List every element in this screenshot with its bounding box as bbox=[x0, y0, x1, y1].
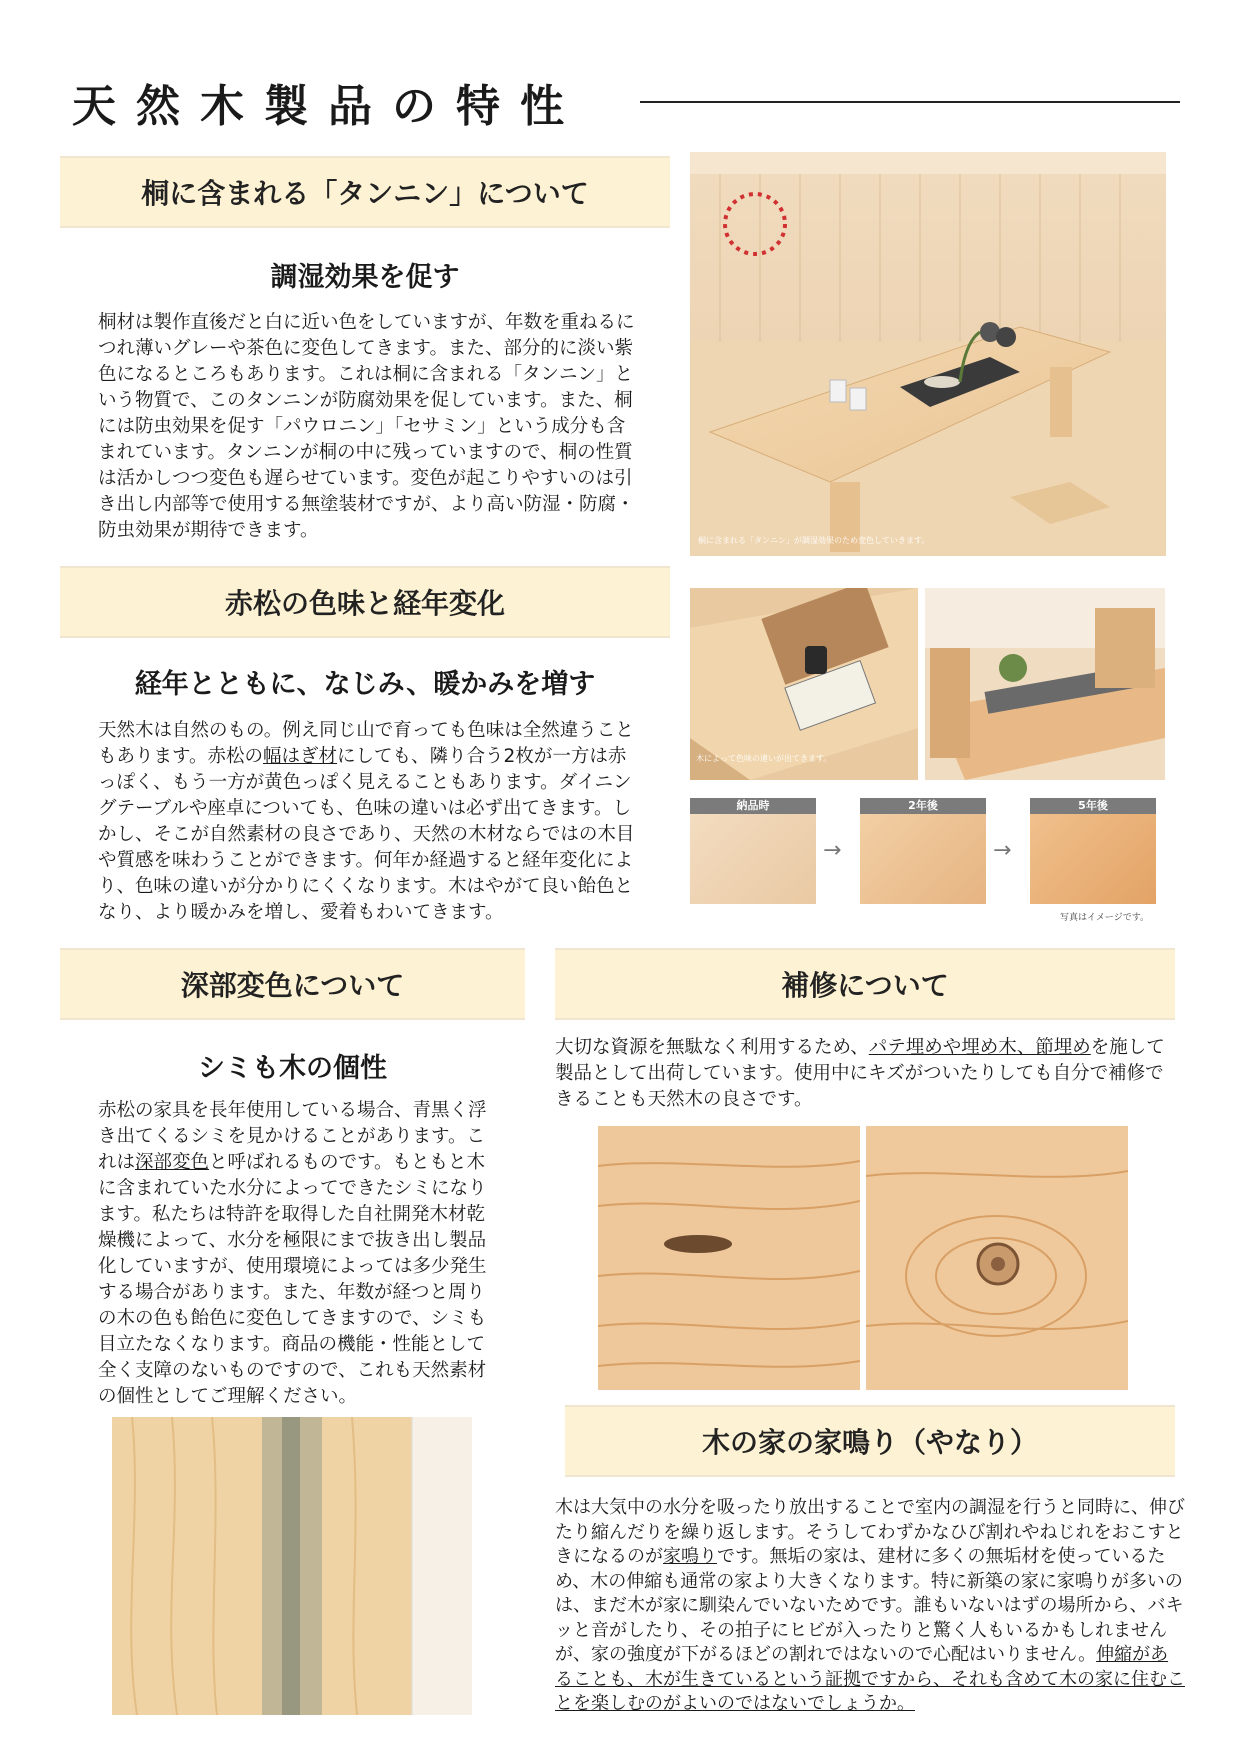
arrow-icon: → bbox=[823, 838, 842, 863]
body-hoshu: 大切な資源を無駄なく利用するため、パテ埋めや埋め木、節埋めを施して製品として出荷しています。使用中にキズがついたりしても自分で補修できることも天然木の良さです。 bbox=[555, 1037, 1165, 1110]
title-rule bbox=[640, 101, 1180, 103]
body-akamatsu: 天然木は自然のもの。例え同じ山で育っても色味は全然違うこともあります。赤松の幅はぎ材にしても、隣り合う2枚が一方は赤っぽく、もう一方が黄色っぽく見えることもあります。ダイニングテーブルや座卓についても、色味の違いは必ず出てきます。しかし、そこが自然素材の良さであり、天然の木材ならではの木目や質感を味わうことができます。何年か経過すると経年変化により、色味の違いが分かりにくくなります。木はやがて良い飴色となり、より暖かみを増し、愛着もわいてきます。 bbox=[98, 720, 635, 923]
subheading-tannin: 調湿効果を促す bbox=[270, 262, 460, 293]
photo-stain-sample bbox=[112, 1417, 472, 1715]
subheading-shinbu: シミも木の個性 bbox=[198, 1053, 387, 1084]
sample-5years bbox=[1030, 798, 1156, 904]
photo-dining bbox=[925, 588, 1165, 780]
body-tannin: 桐材は製作直後だと白に近い色をしていますが、年数を重ねるにつれ薄いグレーや茶色に変色してきます。また、部分的に淡い紫色になるところもあります。これは桐に含まれる「タンニン」という物質で、このタンニンが防腐効果を促しています。また、桐には防虫効果を促す「パウロニン」「セサミン」という成分も含まれています。タンニンが桐の中に残っていますので、桐の性質は活かしつつ変色も遅らせています。変色が起こりやすいのは引き出し内部等で使用する無塗装材ですが、より高い防湿・防腐・防虫効果が期待できます。 bbox=[98, 312, 635, 541]
photo-kiri-table bbox=[690, 152, 1166, 556]
stage-label-2years: 2年後 bbox=[860, 798, 986, 814]
section-heading-akamatsu: 赤松の色味と経年変化 bbox=[60, 566, 670, 638]
page-title: 天然木製品の特性 bbox=[72, 81, 584, 132]
section-heading-hoshu: 補修について bbox=[555, 948, 1175, 1020]
stage-label-delivery: 納品時 bbox=[690, 798, 816, 814]
stage-label-5years: 5年後 bbox=[1030, 798, 1156, 814]
term-hoshu: パテ埋めや埋め木、節埋め bbox=[868, 1037, 1091, 1058]
sample-2years bbox=[860, 798, 986, 904]
image-note: 写真はイメージです。 bbox=[1060, 913, 1150, 923]
body-yanari: 木は大気中の水分を吸ったり放出することで室内の調湿を行うと同時に、伸びたり縮んだりを繰り返します。そうしてわずかなひび割れやねじれをおこすときになるのが家鳴りです。無垢の家は、建材に多くの無垢材を使っているため、木の伸縮も通常の家より大きくなります。特に新築の家に家鳴りが多いのは、まだ木が家に馴染んでいないためです。誰もいないはずの場所から、バキッと音がしたり、その拍子にヒビが入ったりと驚く人もいるかもしれませんが、家の強度が下がるほどの割れではないので心配はいりません。伸縮があることも、木が生きているという証拠ですから、それも含めて木の家に住むことを楽しむのがよいのではないでしょうか。 bbox=[555, 1497, 1185, 1714]
term-hagizai: 幅はぎ材 bbox=[263, 746, 338, 767]
section-heading-shinbu: 深部変色について bbox=[60, 948, 525, 1020]
section-heading-yanari: 木の家の家鳴り（やなり） bbox=[565, 1405, 1175, 1477]
closing-statement: 伸縮があることも、木が生きているという証拠ですから、それも含めて木の家に住むことを楽しむのがよいのではないでしょうか。 bbox=[555, 1644, 1185, 1714]
arrow-icon: → bbox=[993, 838, 1012, 863]
sample-delivery bbox=[690, 798, 816, 904]
term-yanari: 家鳴り bbox=[663, 1546, 717, 1567]
section-heading-tannin: 桐に含まれる「タンニン」について bbox=[60, 156, 670, 228]
photo-zataku bbox=[690, 588, 918, 780]
term-shinbu-henshoku: 深部変色 bbox=[135, 1152, 210, 1173]
photo-knot-before bbox=[598, 1126, 860, 1390]
photo-caption-akamatsu: 木によって色味の違いが出てきます。 bbox=[696, 754, 832, 763]
photo-knot-after bbox=[866, 1126, 1128, 1390]
subheading-akamatsu: 経年とともに、なじみ、暖かみを増す bbox=[134, 669, 596, 700]
body-shinbu: 赤松の家具を長年使用している場合、青黒く浮き出てくるシミを見かけることがあります。これは深部変色と呼ばれるものです。もともと木に含まれていた水分によってできたシミになります。私たちは特許を取得した自社開発木材乾燥機によって、水分を極限にまで抜き出し製品化していますが、使用環境によっては多少発生する場合があります。また、年数が経つと周りの木の色も飴色に変色してきますので、シミも目立たなくなります。商品の機能・性能として全く支障のないものですので、これも天然素材の個性としてご理解ください。 bbox=[98, 1100, 487, 1407]
photo-caption-tannin: 桐に含まれる「タンニン」が調湿効果のため変色していきます。 bbox=[698, 536, 930, 545]
